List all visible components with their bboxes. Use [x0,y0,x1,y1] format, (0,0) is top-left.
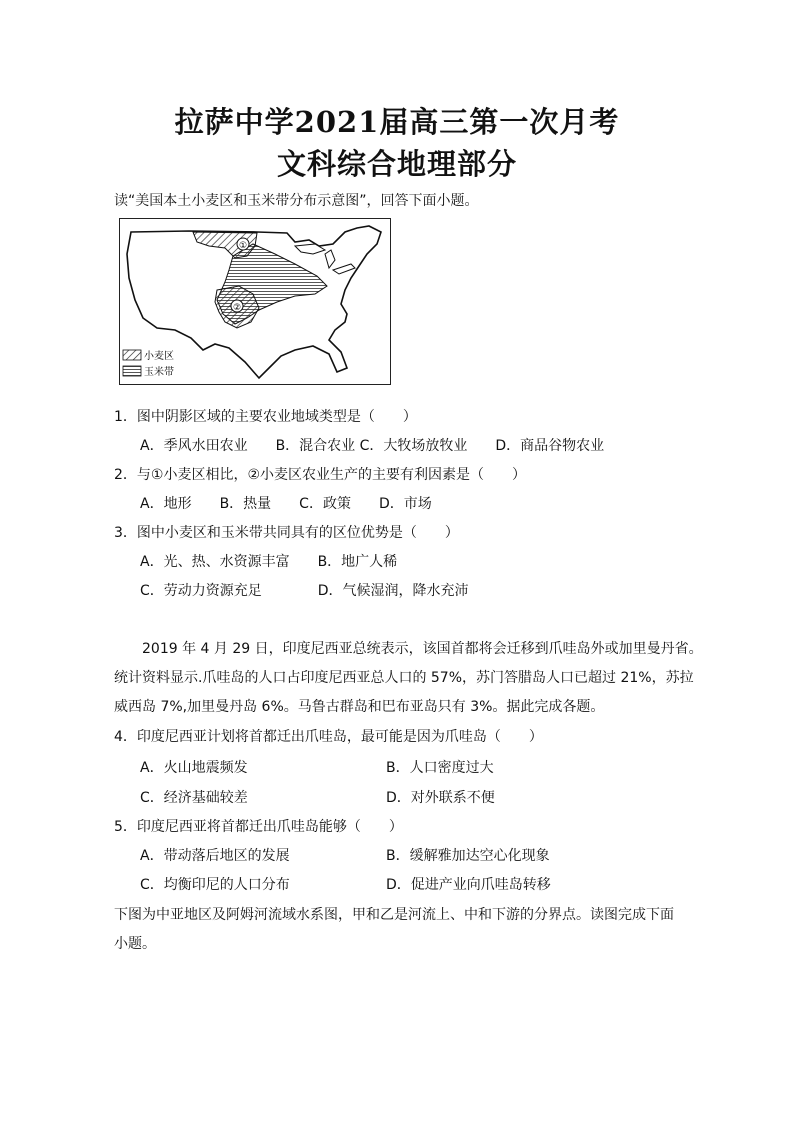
question-4-stem: 4．印度尼西亚计划将首都迁出爪哇岛，最可能是因为爪哇岛（ ） [114,729,543,745]
question-1-options: A．季风水田农业 B．混合农业 C．大牧场放牧业 D．商品谷物农业 [140,438,605,454]
question-5-option-d: D．促进产业向爪哇岛转移 [386,877,551,893]
question-2-stem: 2．与①小麦区相比，②小麦区农业生产的主要有利因素是（ ） [114,467,527,483]
passage-line-2: 统计资料显示.爪哇岛的人口占印度尼西亚总人口的 57%，苏门答腊岛人口已超过 21%，苏拉 [114,670,694,686]
question-4-option-a: A．火山地震频发 [140,760,248,776]
us-wheat-corn-map [119,218,391,385]
question-5-stem: 5．印度尼西亚将首都迁出爪哇岛能够（ ） [114,819,403,835]
page-title: 拉萨中学2021届高三第一次月考 [174,105,620,139]
question-3-stem: 3．图中小麦区和玉米带共同具有的区位优势是（ ） [114,525,459,541]
question-4-option-b: B．人口密度过大 [386,760,494,776]
intro2-line-2: 小题。 [114,936,156,952]
question-1-stem: 1．图中阴影区域的主要农业地域类型是（ ） [114,409,417,425]
marker-2: ② [232,303,242,313]
question-3-options-2: C．劳动力资源充足 D．气候湿润，降水充沛 [140,583,469,599]
question-2-options: A．地形 B．热量 C．政策 D．市场 [140,496,432,512]
legend-wheat: 小麦区 [144,351,174,362]
question-5-option-a: A．带动落后地区的发展 [140,848,290,864]
question-5-option-b: B．缓解雅加达空心化现象 [386,848,550,864]
question-4-option-c: C．经济基础较差 [140,790,248,806]
question-3-options-1: A．光、热、水资源丰富 B．地广人稀 [140,554,398,570]
page-subtitle: 文科综合地理部分 [276,147,517,181]
intro-text: 读“美国本土小麦区和玉米带分布示意图”，回答下面小题。 [114,193,479,209]
legend-corn: 玉米带 [144,367,174,378]
passage-line-3: 威西岛 7%,加里曼丹岛 6%。马鲁古群岛和巴布亚岛只有 3%。据此完成各题。 [114,699,605,715]
question-4-option-d: D．对外联系不便 [386,790,495,806]
passage-line-1: 2019 年 4 月 29 日，印度尼西亚总统表示，该国首都将会迁移到爪哇岛外或加里曼丹省。 [142,641,703,657]
marker-1: ① [238,241,248,251]
question-5-option-c: C．均衡印尼的人口分布 [140,877,290,893]
intro2-line-1: 下图为中亚地区及阿姆河流域水系图，甲和乙是河流上、中和下游的分界点。读图完成下面 [114,907,674,923]
